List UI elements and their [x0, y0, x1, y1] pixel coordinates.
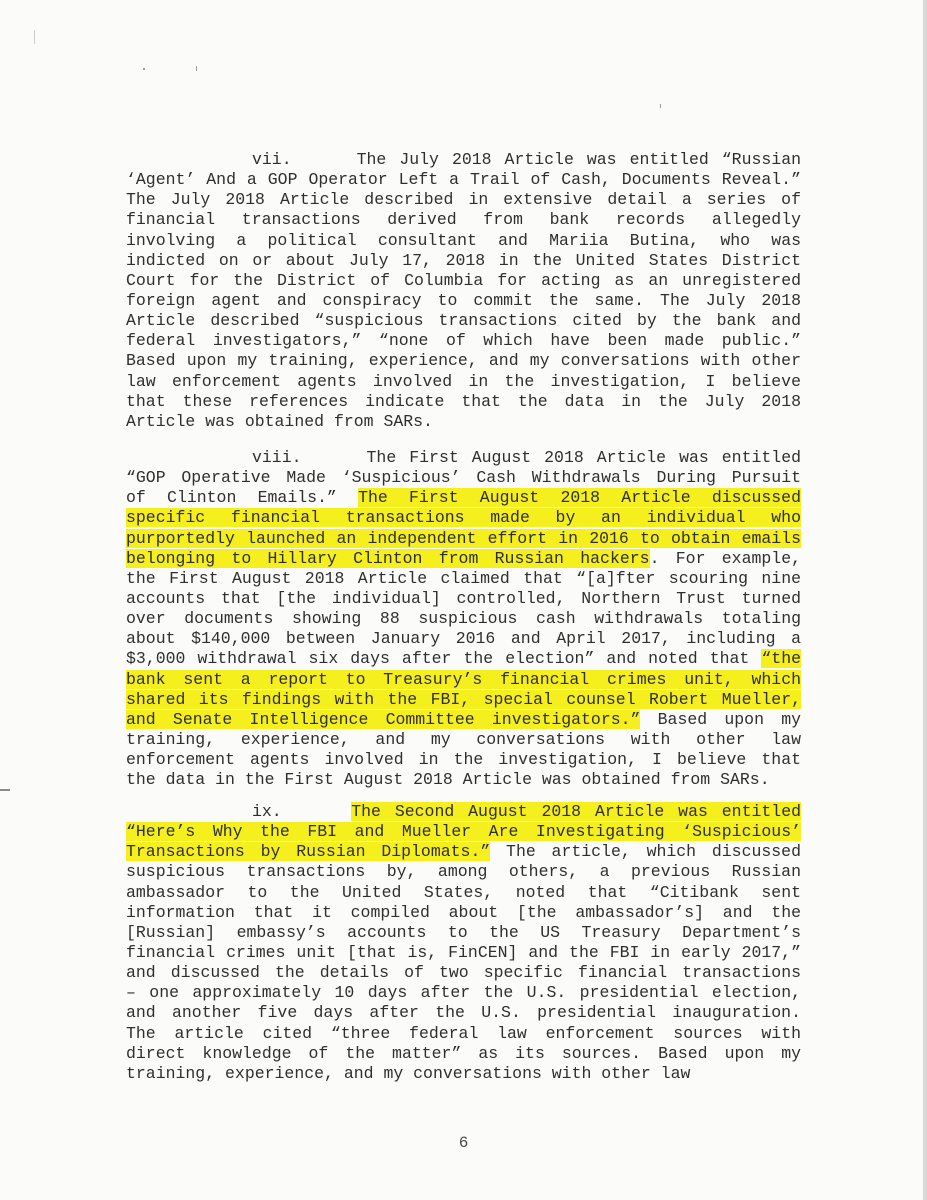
text-line: [126, 549, 801, 569]
highlighted-text: “the: [761, 649, 801, 669]
body-text: $3,000 withdrawal six days after the election” and noted that: [126, 649, 762, 669]
body-text: the data in the First August 2018 Article was obtained from SARs.: [126, 770, 770, 790]
text-line: [126, 291, 801, 311]
body-text: over documents showing 88 suspicious cash withdrawals totaling: [126, 609, 801, 629]
text-line: [126, 1003, 801, 1023]
body-text: involving a political consultant and Mariia Butina, who was: [126, 230, 801, 250]
text-line: [126, 730, 801, 750]
body-text: law enforcement agents involved in the investigation, I believe: [126, 371, 801, 391]
body-text: about $140,000 between January 2016 and April 2017, including a: [126, 629, 801, 649]
text-line: [126, 903, 801, 923]
text-line: [126, 710, 801, 730]
text-line: [126, 412, 801, 432]
text-line: [126, 690, 801, 710]
text-line: [126, 1064, 801, 1084]
body-text: enforcement agents involved in the investigation, I believe that: [126, 750, 801, 770]
scan-speck: [196, 66, 197, 71]
body-text: financial transactions derived from bank records allegedly: [126, 210, 801, 230]
text-line: [126, 822, 801, 842]
text-line: [126, 609, 801, 629]
text-line: [126, 488, 801, 508]
body-text: The article cited “three federal law enforcement sources with: [126, 1023, 801, 1043]
body-text: the First August 2018 Article claimed that “[a]fter scouring nine: [126, 568, 801, 588]
body-text: ‘Agent’ And a GOP Operator Left a Trail of Cash, Documents Reveal.”: [126, 170, 801, 190]
scan-speck: [660, 104, 661, 108]
body-text: direct knowledge of the matter” as its sources. Based upon my: [126, 1043, 801, 1063]
paragraph-number: ix.: [252, 802, 282, 821]
text-line: [126, 210, 801, 230]
text-line: [126, 448, 801, 468]
body-text: [Russian] embassy’s accounts to the US Treasury Department’s: [126, 922, 801, 942]
text-line: [126, 883, 801, 903]
page-number: 6: [458, 1134, 469, 1152]
text-line: [126, 802, 801, 822]
text-line: [126, 331, 801, 351]
text-line: [126, 1044, 801, 1064]
paragraph-vii: [126, 150, 801, 432]
body-text: training, experience, and my conversations with other law: [126, 1063, 691, 1083]
highlighted-text: The Second August 2018 Article was entitled: [351, 802, 801, 821]
highlighted-text: belonging to Hillary Clinton from Russian hackers: [126, 548, 650, 568]
text-line: [126, 150, 801, 170]
text-line: [126, 770, 801, 790]
body-text: The July 2018 Article was entitled “Russian: [356, 150, 801, 169]
text-line: [126, 392, 801, 412]
body-text: The July 2018 Article described in extensive detail a series of: [126, 190, 801, 210]
page-edge-shadow: [923, 0, 927, 1200]
text-line: [126, 983, 801, 1003]
text-line: [126, 508, 801, 528]
body-text: – one approximately 10 days after the U.S. presidential election,: [126, 983, 801, 1003]
highlighted-text: The First August 2018 Article discussed: [358, 488, 801, 508]
text-line: [126, 351, 801, 371]
text-line: [126, 589, 801, 609]
body-text: “GOP Operative Made ‘Suspicious’ Cash Withdrawals During Pursuit: [126, 468, 801, 488]
body-text: The First August 2018 Article was entitled: [366, 448, 801, 467]
body-text: training, experience, and my conversations with other law: [126, 729, 801, 749]
text-line: [126, 468, 801, 488]
text-line: [126, 271, 801, 291]
margin-mark: [0, 789, 10, 791]
highlighted-text: bank sent a report to Treasury’s financial crimes unit, which: [126, 669, 801, 689]
highlighted-text: specific financial transactions made by an individual who: [126, 508, 801, 528]
text-line: [126, 190, 801, 210]
text-line: [126, 529, 801, 549]
text-line: [126, 372, 801, 392]
scan-speck: [143, 68, 145, 70]
text-line: [126, 231, 801, 251]
body-text: ambassador to the United States, noted that “Citibank sent: [126, 882, 801, 902]
body-text: Article was obtained from SARs.: [126, 411, 433, 431]
text-line: [126, 750, 801, 770]
text-line: [126, 311, 801, 331]
text-line: [126, 862, 801, 882]
text-line: [126, 251, 801, 271]
paragraph-number: viii.: [252, 448, 302, 467]
body-text: suspicious transactions by, among others, a previous Russian: [126, 862, 801, 882]
body-text: . For example,: [649, 548, 801, 568]
text-line: [126, 923, 801, 943]
highlighted-text: purportedly launched an independent effort in 2016 to obtain emails: [126, 528, 801, 548]
paragraph-ix: [126, 802, 801, 1084]
body-text: accounts that [the individual] controlled, Northern Trust turned: [126, 588, 801, 608]
text-line: [126, 170, 801, 190]
body-text: and another five days after the U.S. presidential inauguration.: [126, 1003, 801, 1023]
body-text: Article described “suspicious transactions cited by the bank and: [126, 311, 801, 331]
body-text: indicted on or about July 17, 2018 in the United States District: [126, 250, 801, 270]
body-text: Based upon my: [640, 709, 801, 729]
body-text: foreign agent and conspiracy to commit the same. The July 2018: [126, 290, 801, 310]
text-line: [126, 963, 801, 983]
body-text: of Clinton Emails.”: [126, 488, 359, 508]
paragraph-viii: [126, 448, 801, 790]
text-line: [126, 1024, 801, 1044]
text-line: [126, 649, 801, 669]
highlighted-text: “Here’s Why the FBI and Mueller Are Investigating ‘Suspicious’: [126, 822, 801, 842]
body-text: federal investigators,” “none of which have been made public.”: [126, 331, 801, 351]
body-text: Court for the District of Columbia for acting as an unregistered: [126, 270, 801, 290]
highlighted-text: shared its findings with the FBI, special counsel Robert Mueller,: [126, 689, 801, 709]
body-text: Based upon my training, experience, and my conversations with other: [126, 351, 801, 371]
body-text: The article, which discussed: [490, 842, 801, 862]
body-text: and discussed the details of two specific financial transactions: [126, 963, 801, 983]
highlighted-text: Transactions by Russian Diplomats.”: [126, 842, 491, 862]
text-line: [126, 629, 801, 649]
body-text: information that it compiled about [the ambassador’s] and the: [126, 902, 801, 922]
body-text: financial crimes unit [that is, FinCEN] and the FBI in early 2017,”: [126, 942, 801, 962]
scan-speck: [34, 30, 35, 44]
text-line: [126, 670, 801, 690]
body-text: that these references indicate that the data in the July 2018: [126, 391, 801, 411]
text-line: [126, 842, 801, 862]
highlighted-text: and Senate Intelligence Committee investigators.”: [126, 709, 641, 729]
text-line: [126, 943, 801, 963]
text-line: [126, 569, 801, 589]
paragraph-number: vii.: [252, 150, 292, 169]
